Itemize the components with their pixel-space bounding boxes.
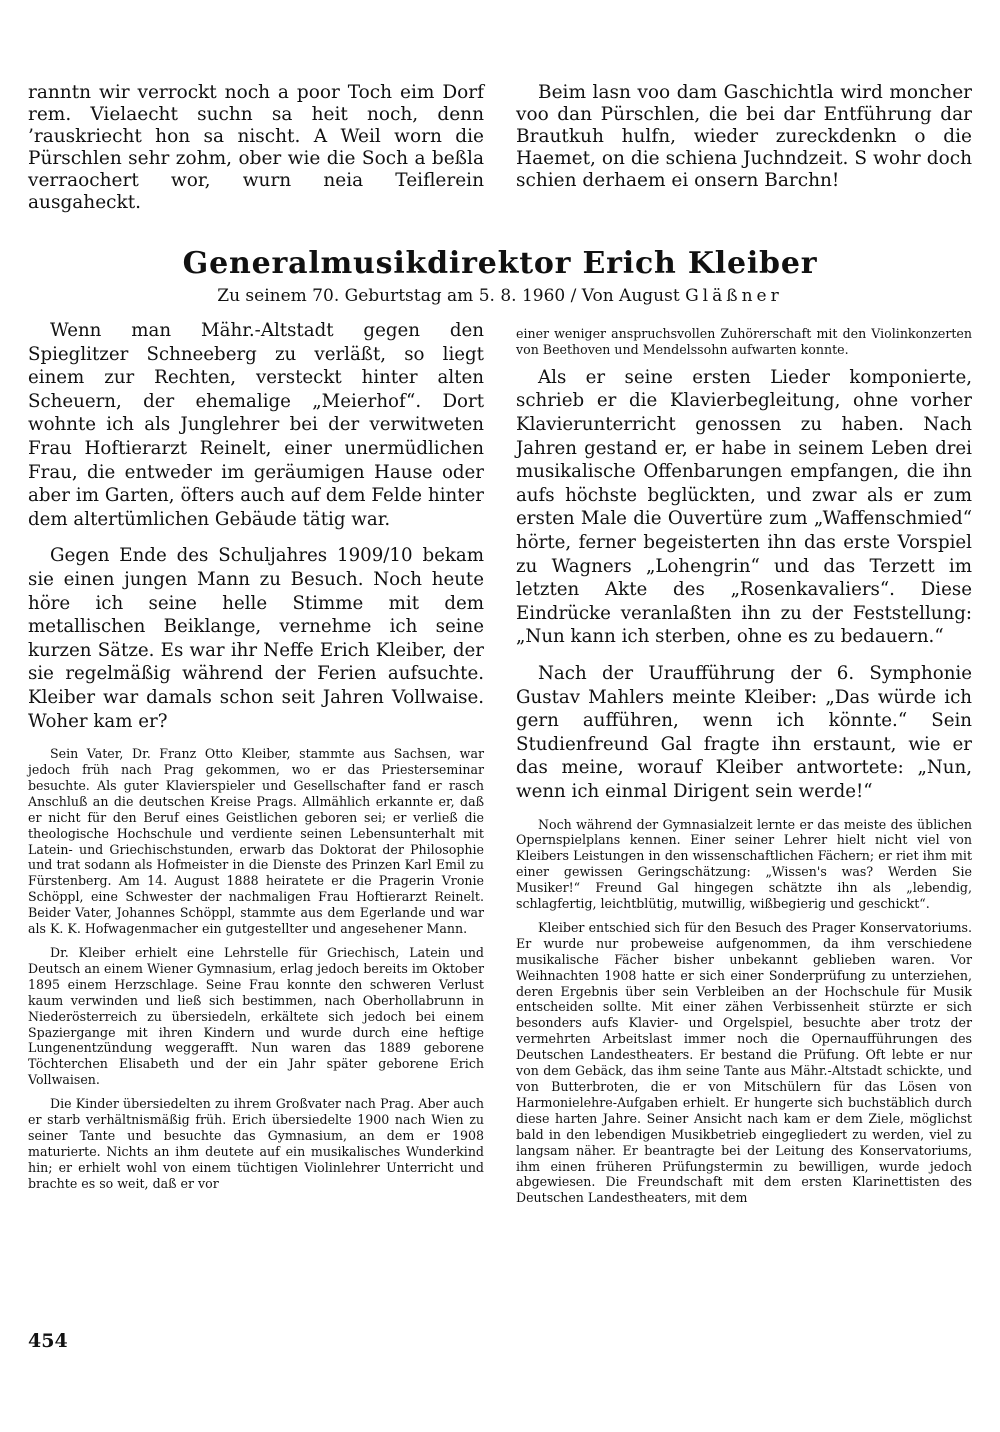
left-paragraph-2: Gegen Ende des Schuljahres 1909/10 bekam sie einen jungen Mann zu Besuch. Noch heute höre ich seine helle Stimme mit dem metallischen Beiklange, vernehme ich seine kurzen Sätze. Es war ihr Neffe Erich Kleiber, der sie regelmäßig während der Ferien aufsuchte. Kleiber war damals schon seit Jahren Vollwaise. Woher kam er? <box>28 545 484 732</box>
right-small-paragraph-2: Kleiber entschied sich für den Besuch des Prager Konservatoriums. Er wurde nur probeweise aufgenommen, da ihm verschiedene musikalische Fächer bisher unbekannt geblieben waren. Vor Weihnachten 1908 hatte er sich einer Sonderprüfung zu unterziehen, deren Ergebnis über sein Verbleiben an der Hochschule für Musik entscheiden sollte. Mit einer zähen Verbissenheit stürzte er sich besonders aufs Klavier- und Orgelspiel, besuchte aber trotz der vermehrten Arbeitslast immer noch die Opernaufführungen des Deutschen Landestheaters. Er bestand die Prüfung. Oft lebte er nur von dem Gebäck, das ihm seine Tante aus Mähr.-Altstadt schickte, und von Butterbroten, die er von Mitschülern für das Lösen von Harmonielehre-Aufgaben erhielt. Er hungerte sich buchstäblich durch diese harten Jahre. Seiner Ansicht nach kam er dem Ziele, möglichst bald in den lebendigen Musikbetrieb eingegliedert zu werden, viel zu langsam näher. Er beantragte bei der Leitung des Konservatoriums, ihm einen früheren Prüfungstermin zu bewilligen, wurde jedoch abgewiesen. Die Freundschaft mit dem ersten Klarinettisten des Deutschen Landestheaters, mit dem <box>516 919 972 1206</box>
article-subtitle <box>0 286 1000 306</box>
page-number: 454 <box>28 1330 68 1352</box>
right-paragraph-2: Nach der Uraufführung der 6. Symphonie Gustav Mahlers meinte Kleiber: „Das würde ich gern aufführen, wenn ich könnte.“ Sein Studienfreund Gal fragte ihn erstaunt, wie er das meine, worauf Kleiber antwortete: „Nun, wenn ich einmal Dirigent sein werde!“ <box>516 662 972 802</box>
right-small-paragraph-0: einer weniger anspruchsvollen Zuhörerschaft mit den Violinkonzerten von Beethoven und Mendelssohn aufwarten konnte. <box>516 326 972 357</box>
right-small-paragraph-1: Noch während der Gymnasialzeit lernte er das meiste des üblichen Opernspielplans kennen. Einer seiner Lehrer hielt nicht viel von Kleibers Leistungen in den wissenschaftlichen Fächern; er riet ihm mit einer gewissen Geringschätzung: „Wissen's was? Werden Sie Musiker!“ Freund Gal hingegen schätzte ihn als „lebendig, schlagfertig, leichtblütig, mutwillig, wißbegierig und geschickt“. <box>516 816 972 912</box>
left-small-paragraph-1: Sein Vater, Dr. Franz Otto Kleiber, stammte aus Sachsen, war jedoch früh nach Prag gekommen, wo er das Priesterseminar besuchte. Als guter Klavierspieler und Gesellschafter fand er rasch Anschluß an die deutschen Kreise Prags. Allmählich erkannte er, daß er nicht für den Beruf eines Geistlichen geboren sei; er verließ die theologische Hochschule und verdiente seinen Lebensunterhalt mit Latein- und Griechischstunden, erwarb das Doktorat der Philosophie und trat sodann als Hofmeister in die Dienste des Prinzen Karl Emil zu Fürstenberg. Am 14. August 1888 heiratete er die Pragerin Vronie Schöppl, eine Schwester der nachmaligen Frau Hoftierarzt Reinelt. Beider Vater, Johannes Schöppl, stammte aus dem Egerlande und war als K. K. Hofwagenmacher ein gutgestellter und angesehener Mann. <box>28 746 484 937</box>
right-paragraph-1: Als er seine ersten Lieder komponierte, schrieb er die Klavierbegleitung, ohne vorher Klavierunterricht genossen zu haben. Nach Jahren gestand er, er habe in seinem Leben drei musikalische Offenbarungen empfangen, die ihn aufs höchste beglückten, und zwar als er zum ersten Male die Ouvertüre zum „Waffenschmied“ hörte, ferner begeisterten ihn das erste Vorspiel zu Wagners „Lohengrin“ und das Terzett im letzten Akte des „Rosenkavaliers“. Diese Eindrücke veranlaßten ihn zu der Feststellung: „Nun kann ich sterben, ohne es zu bedauern.“ <box>516 366 972 648</box>
left-small-paragraph-3: Die Kinder übersiedelten zu ihrem Großvater nach Prag. Aber auch er starb verhältnismäßig früh. Erich übersiedelte 1900 nach Wien zu seiner Tante und besuchte das Gymnasium, an dem er 1908 maturierte. Nichts an ihm deutete auf ein musikalisches Wunderkind hin; er erhielt wohl von einem tüchtigen Violinlehrer Unterricht und brachte es so weit, daß er vor <box>28 1096 484 1191</box>
intro-left-text: ranntn wir verrockt noch a poor Toch eim Dorf rem. Vielaecht suchn sa heit noch, denn ’rauskriecht hon sa nischt. A Weil worn die Pürschlen sehr zohm, ober wie die Soch a beßla verraochert wor, wurn neia Teiflerein ausgaheckt. <box>28 82 484 213</box>
left-paragraph-1: Wenn man Mähr.-Altstadt gegen den Spieglitzer Schneeberg zu verläßt, so liegt einem zur Rechten, versteckt hinter alten Scheuern, der ehemalige „Meierhof“. Dort wohnte ich als Junglehrer bei der verwitweten Frau Hoftierarzt Reinelt, einer unermüdlichen Frau, die entweder im geräumigen Hause oder aber im Garten, öfters auch auf dem Felde hinter dem altertümlichen Gebäude tätig war. <box>28 320 484 530</box>
author-name: Gläßner <box>685 286 783 306</box>
left-small-paragraph-2: Dr. Kleiber erhielt eine Lehrstelle für Griechisch, Latein und Deutsch an einem Wiener Gymnasium, erlag jedoch bereits im Oktober 1895 einem Herzschlage. Seine Frau konnte den schweren Verlust kaum verwinden und ließ sich bestimmen, nach Oberhollabrunn in Niederösterreich zu übersiedeln, erkältete sich jedoch bei einem Spaziergange mit ihren Kindern und wurde durch eine heftige Lungenentzündung weggerafft. Nun waren das 1889 geborene Töchterchen Elisabeth und der ein Jahr später geborene Erich Vollwaisen. <box>28 944 484 1088</box>
intro-right-text: Beim lasn voo dam Gaschichtla wird moncher voo dan Pürschlen, die bei dar Entführung dar Brautkuh hulfn, wieder zureckdenkn o die Haemet, on die schiena Juchndzeit. S wohr doch schien derhaem ei onsern Barchn! <box>516 82 972 191</box>
intro-right-column <box>516 82 972 192</box>
left-column <box>28 319 484 1200</box>
subtitle-text: Zu seinem 70. Geburtstag am 5. 8. 1960 / Von August <box>217 286 680 306</box>
right-column <box>516 326 972 1214</box>
article-title: Generalmusikdirektor Erich Kleiber <box>182 246 818 281</box>
intro-left-column <box>28 82 484 214</box>
